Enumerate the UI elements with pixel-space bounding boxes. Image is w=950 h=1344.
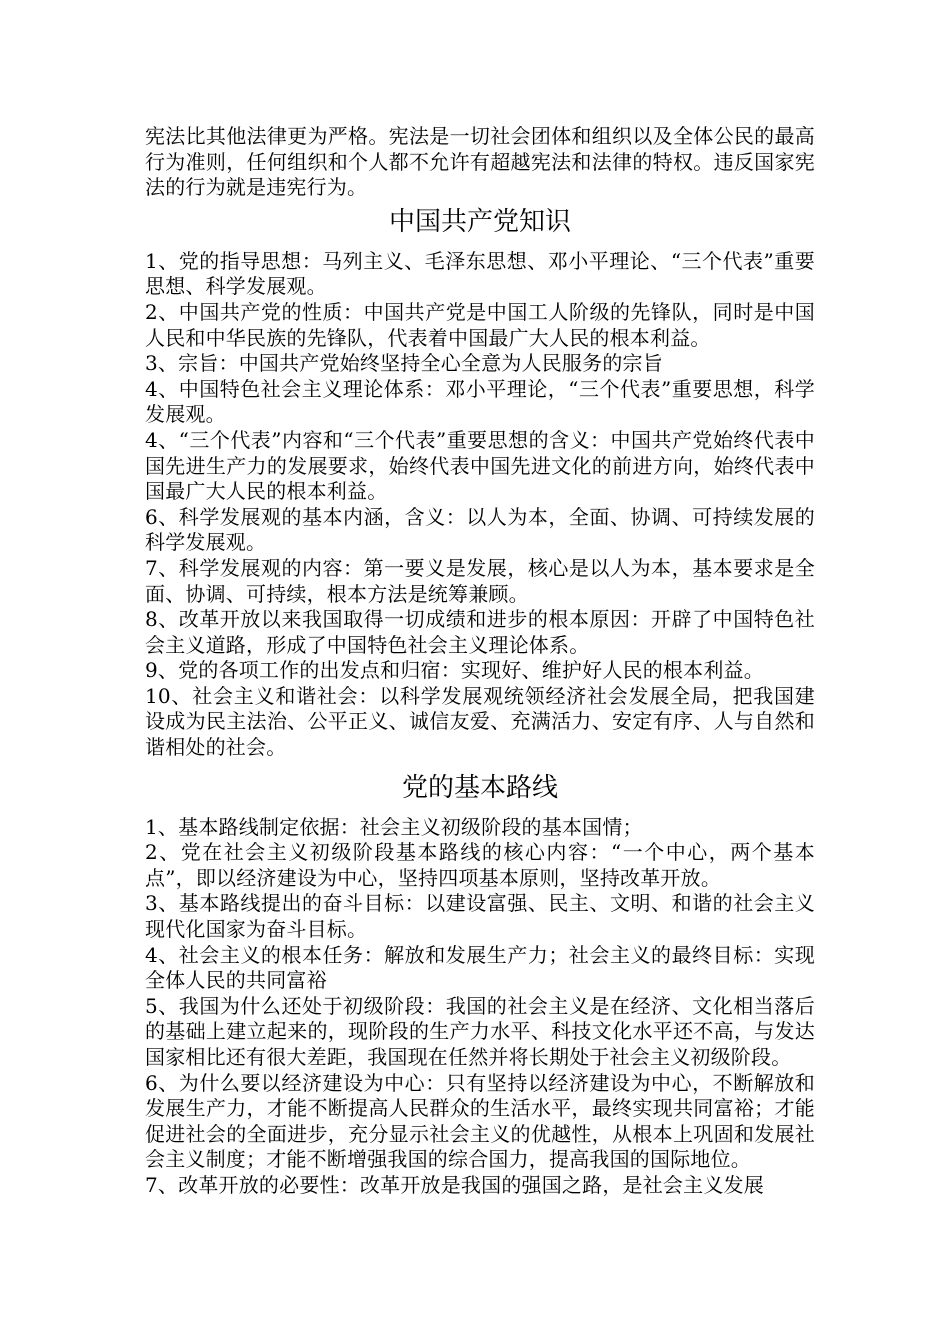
list-item: 8、改革开放以来我国取得一切成绩和进步的根本原因：开辟了中国特色社会主义道路，形成了中国特色社会主义理论体系。 [145,607,815,657]
list-item: 7、改革开放的必要性：改革开放是我国的强国之路，是社会主义发展 [145,1172,764,1197]
list-item: 4、“三个代表”内容和“三个代表”重要思想的含义：中国共产党始终代表中国先进生产力的发展要求，始终代表中国先进文化的前进方向，始终代表中国最广大人民的根本利益。 [145,427,815,504]
intro-paragraph: 宪法比其他法律更为严格。宪法是一切社会团体和组织以及全体公民的最高行为准则，任何组织和个人都不允许有超越宪法和法律的特权。违反国家宪法的行为就是违宪行为。 [145,124,815,200]
list-item: 9、党的各项工作的出发点和归宿：实现好、维护好人民的根本利益。 [145,658,764,683]
list-item: 2、中国共产党的性质：中国共产党是中国工人阶级的先锋队，同时是中国人民和中华民族的先锋队，代表着中国最广大人民的根本利益。 [145,299,815,350]
list-item: 7、科学发展观的内容：第一要义是发展，核心是以人为本，基本要求是全面、协调、可持续，根本方法是统筹兼顾。 [145,555,815,606]
list-item: 4、中国特色社会主义理论体系：邓小平理论，“三个代表”重要思想，科学发展观。 [145,376,815,427]
list-item: 4、社会主义的根本任务：解放和发展生产力；社会主义的最终目标：实现全体人民的共同富裕 [145,942,815,993]
list-item: 5、我国为什么还处于初级阶段：我国的社会主义是在经济、文化相当落后的基础上建立起来的，现阶段的生产力水平、科技文化水平还不高，与发达国家相比还有很大差距，我国现在任然并将长期处于社会主义初级阶段。 [145,993,815,1069]
list-item: 3、宗旨：中国共产党始终坚持全心全意为人民服务的宗旨 [145,351,663,376]
list-item: 2、党在社会主义初级阶段基本路线的核心内容：“一个中心，两个基本点”，即以经济建设为中心，坚持四项基本原则，坚持改革开放。 [145,840,815,890]
list-item: 10、社会主义和谐社会：以科学发展观统领经济社会发展全局，把我国建设成为民主法治、公平正义、诚信友爱、充满活力、安定有序、人与自然和谐相处的社会。 [145,683,815,760]
list-item: 1、党的指导思想：马列主义、毛泽东思想、邓小平理论、“三个代表”重要思想、科学发展观。 [145,248,815,299]
list-item: 6、科学发展观的基本内涵，含义：以人为本，全面、协调、可持续发展的科学发展观。 [145,504,815,555]
list-item: 3、基本路线提出的奋斗目标：以建设富强、民主、文明、和谐的社会主义现代化国家为奋斗目标。 [145,891,815,942]
list-item: 1、基本路线制定依据：社会主义初级阶段的基本国情； [145,814,643,839]
list-item: 6、为什么要以经济建设为中心：只有坚持以经济建设为中心，不断解放和发展生产力，才能不断提高人民群众的生活水平，最终实现共同富裕；才能促进社会的全面进步，充分显示社会主义的优越性，从根本上巩固和发展社会主义制度；才能不断增强我国的综合国力，提高我国的国际地位。 [145,1070,815,1172]
document-body [145,124,815,1199]
section-title-basic-line: 党的基本路线 [401,772,558,803]
section-title-party-knowledge: 中国共产党知识 [388,206,571,237]
